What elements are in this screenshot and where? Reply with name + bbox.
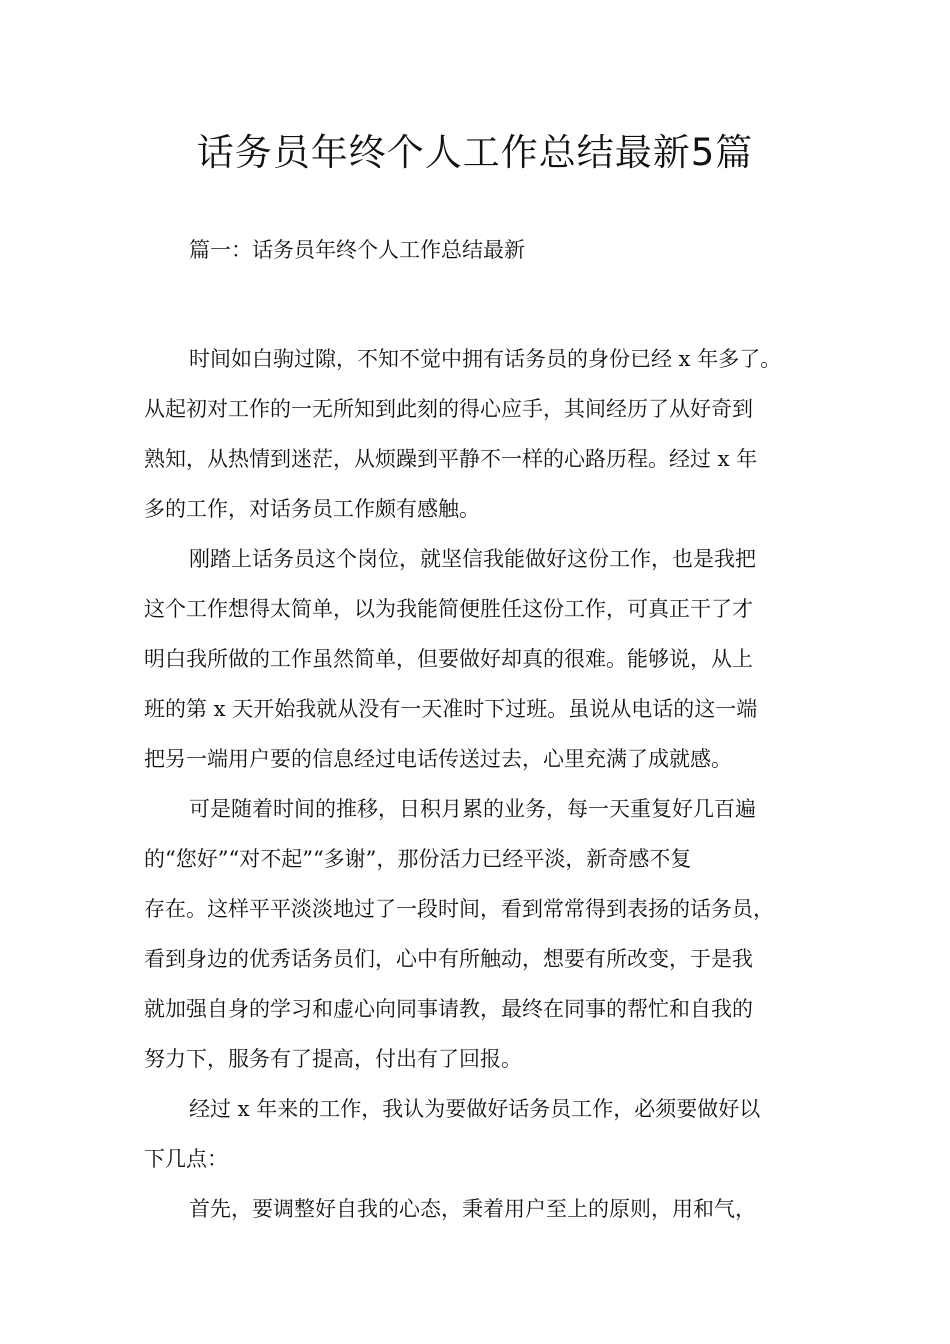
text-line: 经过 x 年来的工作，我认为要做好话务员工作，必须要做好以: [189, 1097, 761, 1121]
text-line: 的“您好”“对不起”“多谢”，那份活力已经平淡，新奇感不复: [144, 847, 692, 871]
text-line: 熟知，从热情到迷茫，从烦躁到平静不一样的心路历程。经过 x 年: [144, 447, 758, 471]
text-line: 下几点：: [144, 1147, 228, 1171]
section-heading: 篇一：话务员年终个人工作总结最新: [189, 238, 525, 262]
paragraph-3: [144, 784, 824, 1084]
text-line: 刚踏上话务员这个岗位，就坚信我能做好这份工作，也是我把: [189, 547, 756, 571]
text-line: 把另一端用户要的信息经过电话传送过去，心里充满了成就感。: [144, 747, 732, 771]
text-line: 这个工作想得太简单，以为我能简便胜任这份工作，可真正干了才: [144, 597, 753, 621]
text-line: 多的工作，对话务员工作颇有感触。: [144, 497, 480, 521]
text-line: 存在。这样平平淡淡地过了一段时间，看到常常得到表扬的话务员，: [144, 897, 774, 921]
document-title: 话务员年终个人工作总结最新5篇: [196, 131, 754, 174]
text-line: 首先，要调整好自我的心态，秉着用户至上的原则，用和气，: [189, 1197, 756, 1221]
paragraph-5: [144, 1184, 824, 1234]
paragraph-4: [144, 1084, 824, 1184]
text-line: 就加强自身的学习和虚心向同事请教，最终在同事的帮忙和自我的: [144, 997, 753, 1021]
text-line: 看到身边的优秀话务员们，心中有所触动，想要有所改变，于是我: [144, 947, 753, 971]
text-line: 努力下，服务有了提高，付出有了回报。: [144, 1047, 522, 1071]
paragraph-2: [144, 534, 824, 784]
text-line: 明白我所做的工作虽然简单，但要做好却真的很难。能够说，从上: [144, 647, 753, 671]
document-body: [144, 334, 824, 1234]
text-line: 从起初对工作的一无所知到此刻的得心应手，其间经历了从好奇到: [144, 397, 753, 421]
text-line: 时间如白驹过隙，不知不觉中拥有话务员的身份已经 x 年多了。: [189, 347, 782, 371]
paragraph-1: [144, 334, 824, 534]
text-line: 班的第 x 天开始我就从没有一天准时下过班。虽说从电话的这一端: [144, 697, 758, 721]
text-line: 可是随着时间的推移，日积月累的业务，每一天重复好几百遍: [189, 797, 756, 821]
